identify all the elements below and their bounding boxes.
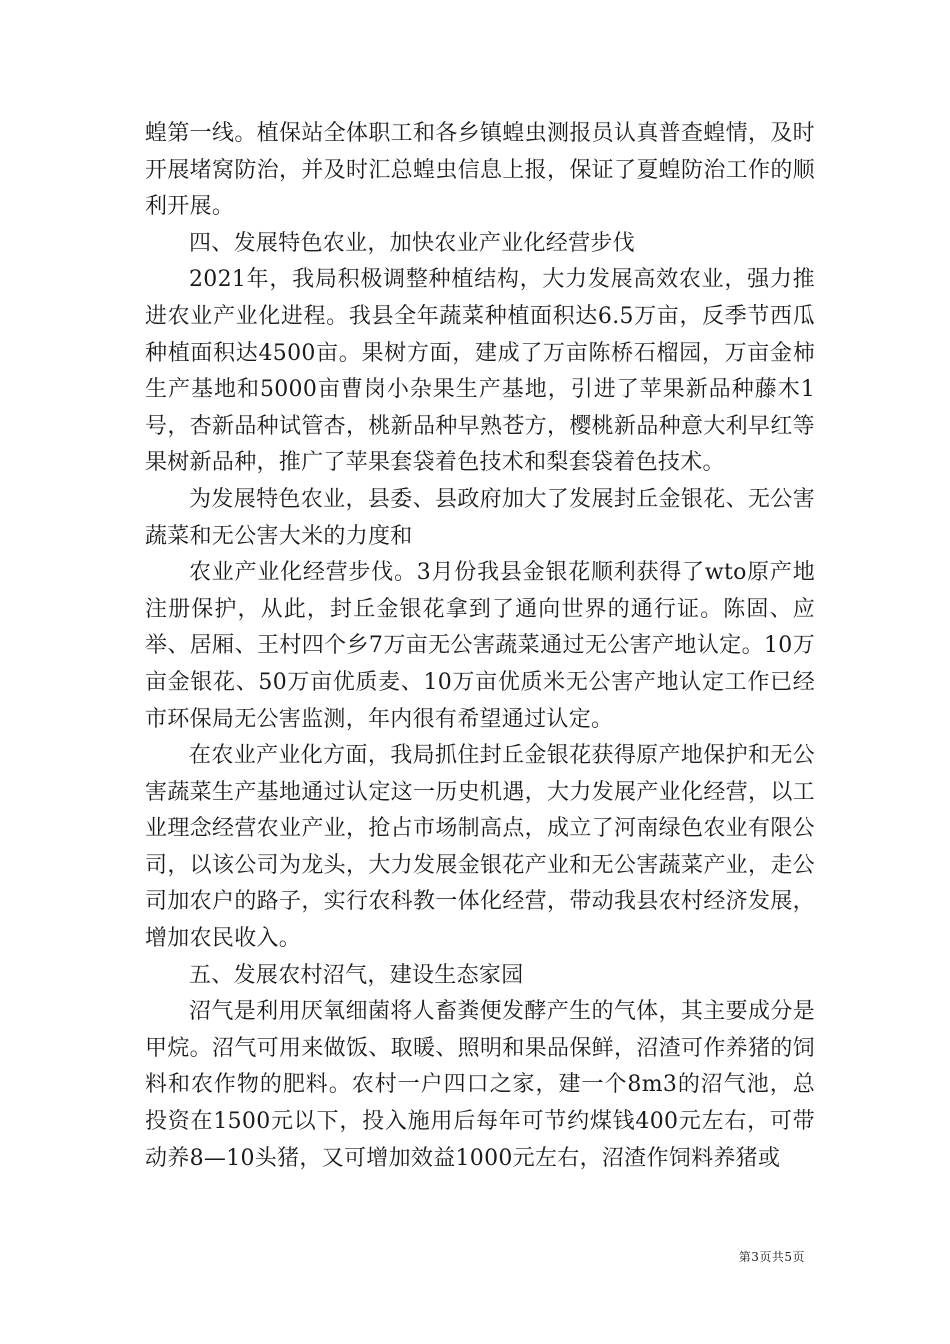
section-heading-four: 四、发展特色农业，加快农业产业化经营步伐 (189, 230, 636, 256)
paragraph-industrialization: 在农业产业化方面，我局抓住封丘金银花获得原产地保护和无公害蔬菜生产基地通过认定这一历史机遇，大力发展产业化经营，以工业理念经营农业产业，抢占市场制高点，成立了河南绿色农业有限公司，以该公司为龙头，大力发展金银花产业和无公害蔬菜产业，走公司加农户的路子，实行农科教一体化经营，带动我县农村经济发展，增加农民收入。 (145, 743, 815, 952)
paragraph-planting-structure: 2021年，我局积极调整种植结构，大力发展高效农业，强力推进农业产业化进程。我县全年蔬菜种植面积达6.5万亩，反季节西瓜种植面积达4500亩。果树方面，建成了万亩陈桥石榴园，万亩金柿生产基地和5000亩曹岗小杂果生产基地，引进了苹果新品种藤木1号，杏新品种试管杏，桃新品种早熟苍方，樱桃新品种意大利早红等果树新品种，推广了苹果套袋着色技术和梨套袋着色技术。 (145, 267, 815, 476)
paragraph-biogas: 沼气是利用厌氧细菌将人畜粪便发酵产生的气体，其主要成分是甲烷。沼气可用来做饭、取暖、照明和果品保鲜，沼渣可作养猪的饲料和农作物的肥料。农村一户四口之家，建一个8m3的沼气池，总投资在1500元以下，投入施用后每年可节约煤钱400元左右，可带动养8—10头猪，又可增加效益1000元左右，沼渣作饲料养猪或 (145, 999, 815, 1171)
paragraph-special-agriculture: 为发展特色农业，县委、县政府加大了发展封丘金银花、无公害蔬菜和无公害大米的力度和 (145, 486, 815, 549)
paragraph-continued: 蝗第一线。植保站全体职工和各乡镇蝗虫测报员认真普查蝗情，及时开展堵窝防治，并及时汇总蝗虫信息上报，保证了夏蝗防治工作的顺利开展。 (145, 121, 815, 220)
paragraph-industrialization-pace: 农业产业化经营步伐。3月份我县金银花顺利获得了wto原产地注册保护，从此，封丘金银花拿到了通向世界的通行证。陈固、应举、居厢、王村四个乡7万亩无公害蔬菜通过无公害产地认定。10万亩金银花、50万亩优质麦、10万亩优质米无公害产地认定工作已经市环保局无公害监测，年内很有希望通过认定。 (145, 560, 815, 732)
section-heading-five: 五、发展农村沼气，建设生态家园 (189, 962, 524, 988)
page-number: 第3页共5页 (738, 1250, 805, 1264)
document-body (145, 116, 815, 1177)
